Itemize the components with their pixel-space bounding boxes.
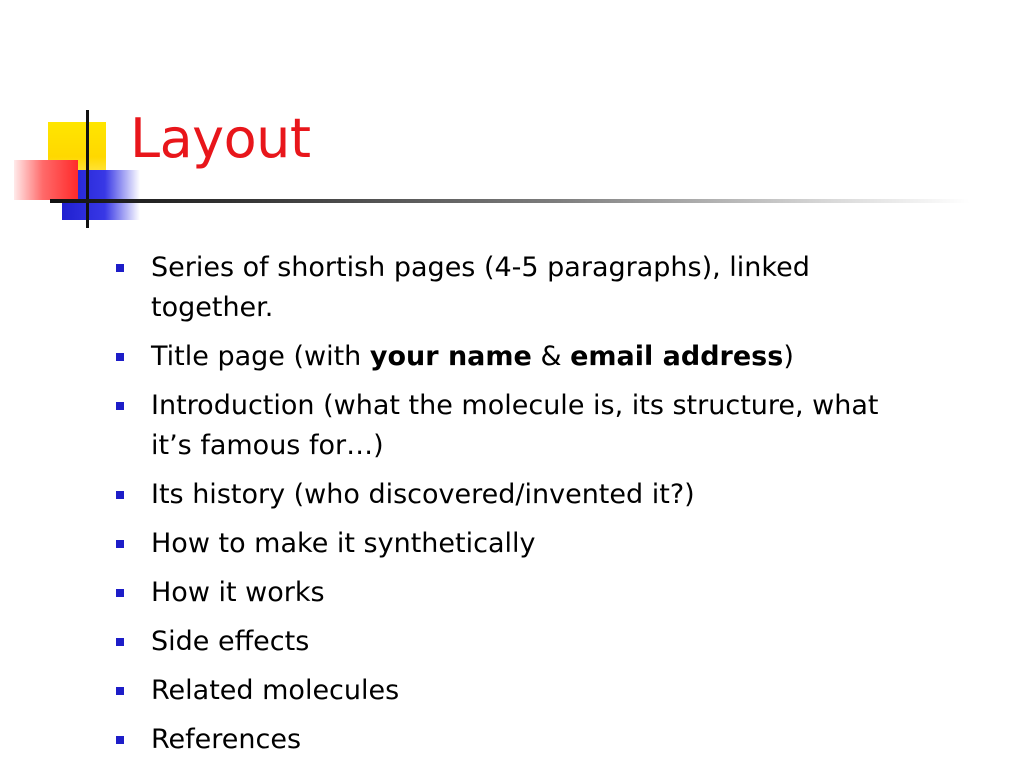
- bullet-text-suffix: ): [783, 341, 794, 372]
- bullet-item: [110, 720, 900, 760]
- square-bullet-icon: [116, 589, 124, 597]
- bullet-text: References: [151, 724, 302, 755]
- bullet-item: [110, 386, 900, 466]
- bullet-text: Related molecules: [151, 675, 400, 706]
- bullet-text: Side effects: [151, 626, 310, 657]
- square-bullet-icon: [116, 540, 124, 548]
- slide-title: Layout: [130, 107, 311, 170]
- bullet-text: Series of shortish pages (4-5 paragraphs), linked together.: [151, 252, 810, 323]
- square-bullet-icon: [116, 264, 124, 272]
- red-square-decoration: [14, 160, 78, 200]
- square-bullet-icon: [116, 687, 124, 695]
- square-bullet-icon: [116, 353, 124, 361]
- bullet-item: [110, 573, 900, 613]
- square-bullet-icon: [116, 736, 124, 744]
- bullet-text-bold-name: your name: [369, 341, 532, 372]
- bullet-text-middle: &: [531, 341, 571, 372]
- bullet-item: [110, 475, 900, 515]
- bullet-item: [110, 622, 900, 662]
- bullet-item: [110, 248, 900, 328]
- title-underline-rule: [50, 199, 970, 203]
- bullet-text: How it works: [151, 577, 325, 608]
- bullet-text: How to make it synthetically: [151, 528, 536, 559]
- bullet-text: Introduction (what the molecule is, its structure, what it’s famous for…): [151, 390, 879, 461]
- square-bullet-icon: [116, 491, 124, 499]
- bullet-text-bold-email: email address: [570, 341, 784, 372]
- bullet-list: [110, 248, 900, 769]
- square-bullet-icon: [116, 638, 124, 646]
- vertical-rule: [86, 110, 89, 228]
- bullet-text: Its history (who discovered/invented it?): [151, 479, 695, 510]
- bullet-item: [110, 671, 900, 711]
- square-bullet-icon: [116, 402, 124, 410]
- bullet-text-prefix: Title page (with: [151, 341, 370, 372]
- bullet-item: [110, 524, 900, 564]
- bullet-item: [110, 337, 900, 377]
